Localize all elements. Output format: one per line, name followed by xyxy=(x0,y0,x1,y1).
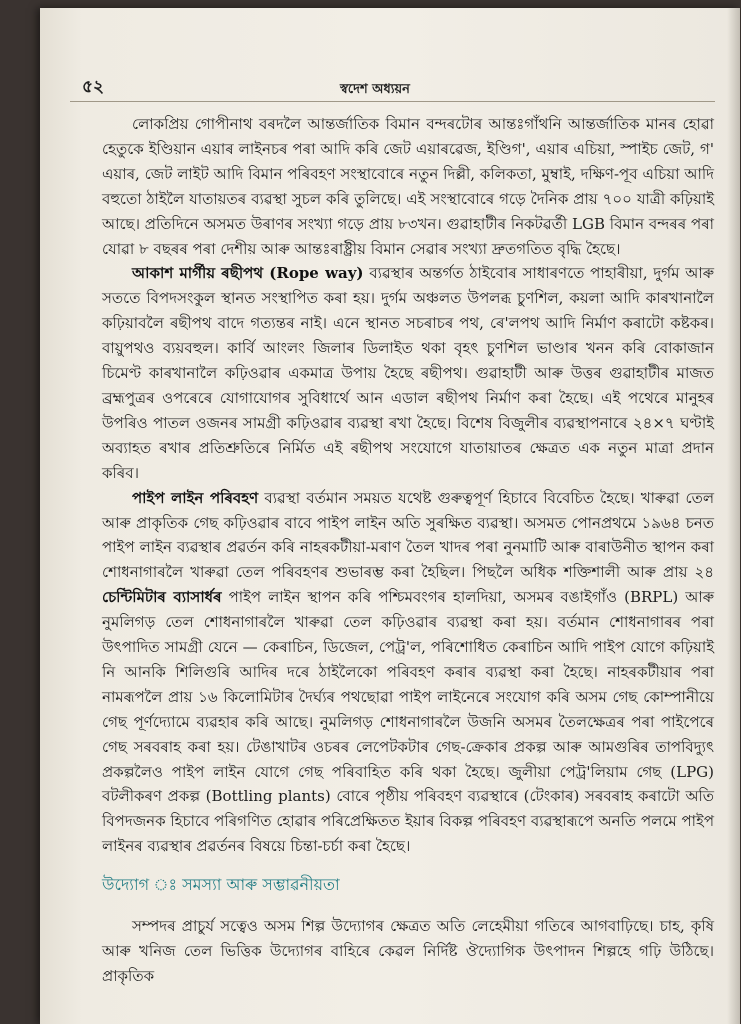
pipeline-term: পাইপ লাইন পৰিবহণ xyxy=(132,488,259,507)
ropeway-text: ব্যৱস্থাৰ অন্তৰ্গত ঠাইবোৰ সাধাৰণতে পাহাৰীয়া, দুৰ্গম আৰু সততে বিপদসংকুল স্থানত সংস্থাপিত কৰা হয়। দুৰ্গম অঞ্চলত উপলব্ধ চুণশিল, কয়লা আদি কাৰখানালৈ কঢ়িয়াবলৈ ৰছীপথ বাদে গত্যন্তৰ নাই। এনে স্থানত সচৰাচৰ পথ, ৰে'লপথ আদি নিৰ্মাণ কৰাটো কষ্টকৰ। বায়ুপথও ব্যয়বহুল। কাৰ্বি আংলং জিলাৰ ডিলাইত থকা বৃহৎ চুণশিল ভাণ্ডাৰ খনন কৰি বোকাজান চিমেণ্ট কাৰখানালৈ কঢ়িওৱাৰ একমাত্ৰ উপায় হৈছে ৰছীপথ। গুৱাহাটী আৰু উত্তৰ গুৱাহাটীৰ মাজত ব্ৰহ্মপুত্ৰৰ ওপৰেৰে যোগাযোগৰ সুবিধাৰ্থে আন এডাল ৰছীপথ নিৰ্মাণ কৰা হৈছে। এই পথেৰে মানুহৰ উপৰিও পাতল ওজনৰ সামগ্ৰী কঢ়িওৱাৰ ব্যৱস্থা ৰখা হৈছে। বিশেষ বিজুলীৰ ব্যৱস্থাপনাৰে ২৪×৭ ঘণ্টাই অব্যাহত ৰখাৰ প্ৰতিশ্ৰুতিৰে নিৰ্মিত এই ৰছীপথ সংযোগে যাতায়াতৰ ক্ষেত্ৰত এক নতুন মাত্ৰা প্ৰদান কৰিব। xyxy=(102,264,714,482)
paragraph-pipeline xyxy=(102,486,714,860)
body-text xyxy=(102,112,714,859)
paragraph-industry: সম্পদৰ প্ৰাচুৰ্য সত্বেও অসম শিল্প উদ্যোগৰ ক্ষেত্ৰত অতি লেহেমীয়া গতিৰে আগবাঢ়িছে। চাহ, কৃষি আৰু খনিজ তেল ভিত্তিক উদ্যোগৰ বাহিৰে কেৱল নিৰ্দিষ্ট ঔদ্যোগিক উৎপাদন শিল্পহে গঢ়ি উঠিছে। প্ৰাকৃতিক xyxy=(102,917,714,985)
book-page xyxy=(40,8,740,1024)
section-body-text xyxy=(102,914,714,989)
pipeline-text-2: পাইপ লাইন স্থাপন কৰি পশ্চিমবংগৰ হালদিয়া, অসমৰ বঙাইগাঁও (BRPL) আৰু নুমলিগড় তেল শোধনাগাৰলৈ খাৰুৱা তেল কঢ়িওৱাৰ ব্যৱস্থা কৰা হয়। বৰ্তমান শোধনাগাৰৰ পৰা উৎপাদিত সামগ্ৰী যেনে — কেৰাচিন, ডিজেল, পেট্ৰ'ল, পৰিশোধিত কেৰাচিন আদি পাইপ যোগে কঢ়িয়াই নি আনকি শিলিগুৰি আদিৰ দৰে ঠাইলৈকো পৰিবহণ কৰাৰ ব্যৱস্থা কৰা হৈছে। নাহৰকটীয়াৰ পৰা নামৰূপলৈ প্ৰায় ১৬ কিলোমিটাৰ দৈৰ্ঘ্যৰ পথছোৱা পাইপ লাইনেৰে সংযোগ কৰি অসম গেছ কোম্পানীয়ে গেছ পূৰ্ণদ্যোমে ব্যৱহাৰ কৰি আছে। নুমলিগড় শোধনাগাৰলৈ উজনি অসমৰ তৈলক্ষেত্ৰৰ পৰা পাইপেৰে গেছ সৰবৰাহ কৰা হয়। টেঙাখাটৰ ওচৰৰ লেপেটকটাৰ গেছ-ক্ৰেকাৰ প্ৰকল্প আৰু আমগুৰিৰ তাপবিদ্যুৎ প্ৰকল্পলৈও পাইপ লাইন যোগে গেছ পৰিবাহিত কৰি থকা হৈছে। জুলীয়া পেট্ৰ'লিয়াম গেছ (LPG) বটলীকৰণ প্ৰকল্প (Bottling plants) বোৰে পৃষ্ঠীয় পৰিবহণ ব্যৱস্থাৰে (টেংকাৰ) সৰবৰাহ কৰাটো অতি বিপদজনক হিচাবে পৰিগণিত হোৱাৰ পৰিপ্ৰেক্ষিতত ইয়াৰ বিকল্প পৰিবহণ ব্যৱস্থাৰূপে অনতি পলমে পাইপ লাইনৰ ব্যৱস্থাৰ প্ৰৱৰ্তনৰ বিষয়ে চিন্তা-চৰ্চা কৰা হৈছে। xyxy=(102,588,715,856)
pipeline-diameter-term: চেন্টিমিটাৰ ব্যাসাৰ্ধৰ xyxy=(102,588,222,607)
paragraph-ropeway xyxy=(102,261,714,485)
header-rule xyxy=(70,101,715,102)
paragraph-airports: লোকপ্ৰিয় গোপীনাথ বৰদলৈ আন্তৰ্জাতিক বিমান বন্দৰটোৰ আন্তঃগাঁথনি আন্তৰ্জাতিক মানৰ হোৱা হেতুকে ইণ্ডিয়ান এয়াৰ লাইনচৰ পৰা আদি কৰি জেট এয়াৰৱেজ, ইণ্ডিগ', এয়াৰ এচিয়া, স্পাইচ জেট, গ' এয়াৰ, জেট লাইট আদি বিমান পৰিবহণ সংস্থাবোৰে নতুন দিল্লী, কলিকতা, মুম্বাই, দক্ষিণ-পূব এচিয়া আদি বহুতো ঠাইলৈ যাতায়তৰ ব্যৱস্থা সুচল কৰি তুলিছে। এই সংস্থাবোৰে গড়ে দৈনিক প্ৰায় ৭০০ যাত্ৰী কঢ়িয়াই আছে। প্ৰতিদিনে অসমত উৰাণৰ সংখ্যা গড়ে প্ৰায় ৮৩খন। গুৱাহাটীৰ নিকটৱৰ্তী LGB বিমান বন্দৰৰ পৰা যোৱা ৮ বছৰৰ পৰা দেশীয় আৰু আন্তঃৰাষ্ট্ৰীয় বিমান সেৱাৰ সংখ্যা দ্ৰুতগতিত বৃদ্ধি হৈছে। xyxy=(102,115,714,258)
page-spine-shadow xyxy=(727,8,741,1024)
pipeline-text-1: ব্যৱস্থা বৰ্তমান সময়ত যথেষ্ট গুৰুত্বপূৰ্ণ হিচাবে বিবেচিত হৈছে। খাৰুৱা তেল আৰু প্ৰাকৃতিক গেছ কঢ়িওৱাৰ বাবে পাইপ লাইন অতি সুৰক্ষিত ব্যৱস্থা। অসমত পোনপ্ৰথমে ১৯৬৪ চনত পাইপ লাইন ব্যৱস্থাৰ প্ৰৱৰ্তন কৰি নাহৰকটীয়া-মৰাণ তৈল খাদৰ পৰা নুনমাটি আৰু বাৰাউনীত স্থাপন কৰা শোধনাগাৰলৈ খাৰুৱা তেল পৰিবহণৰ শুভাৰম্ভ কৰা হৈছিল। পিছলৈ অধিক শক্তিশালী আৰু প্ৰায় ২৪ xyxy=(102,488,714,582)
running-head: স্বদেশ অধ্যয়ন xyxy=(340,82,410,97)
section-heading: উদ্যোগ ঃ সমস্যা আৰু সম্ভাৱনীয়তা xyxy=(102,875,340,894)
ropeway-term: আকাশ মাৰ্গীয় ৰছীপথ (Rope way) xyxy=(132,264,364,283)
page-number: ৫২ xyxy=(82,77,105,97)
